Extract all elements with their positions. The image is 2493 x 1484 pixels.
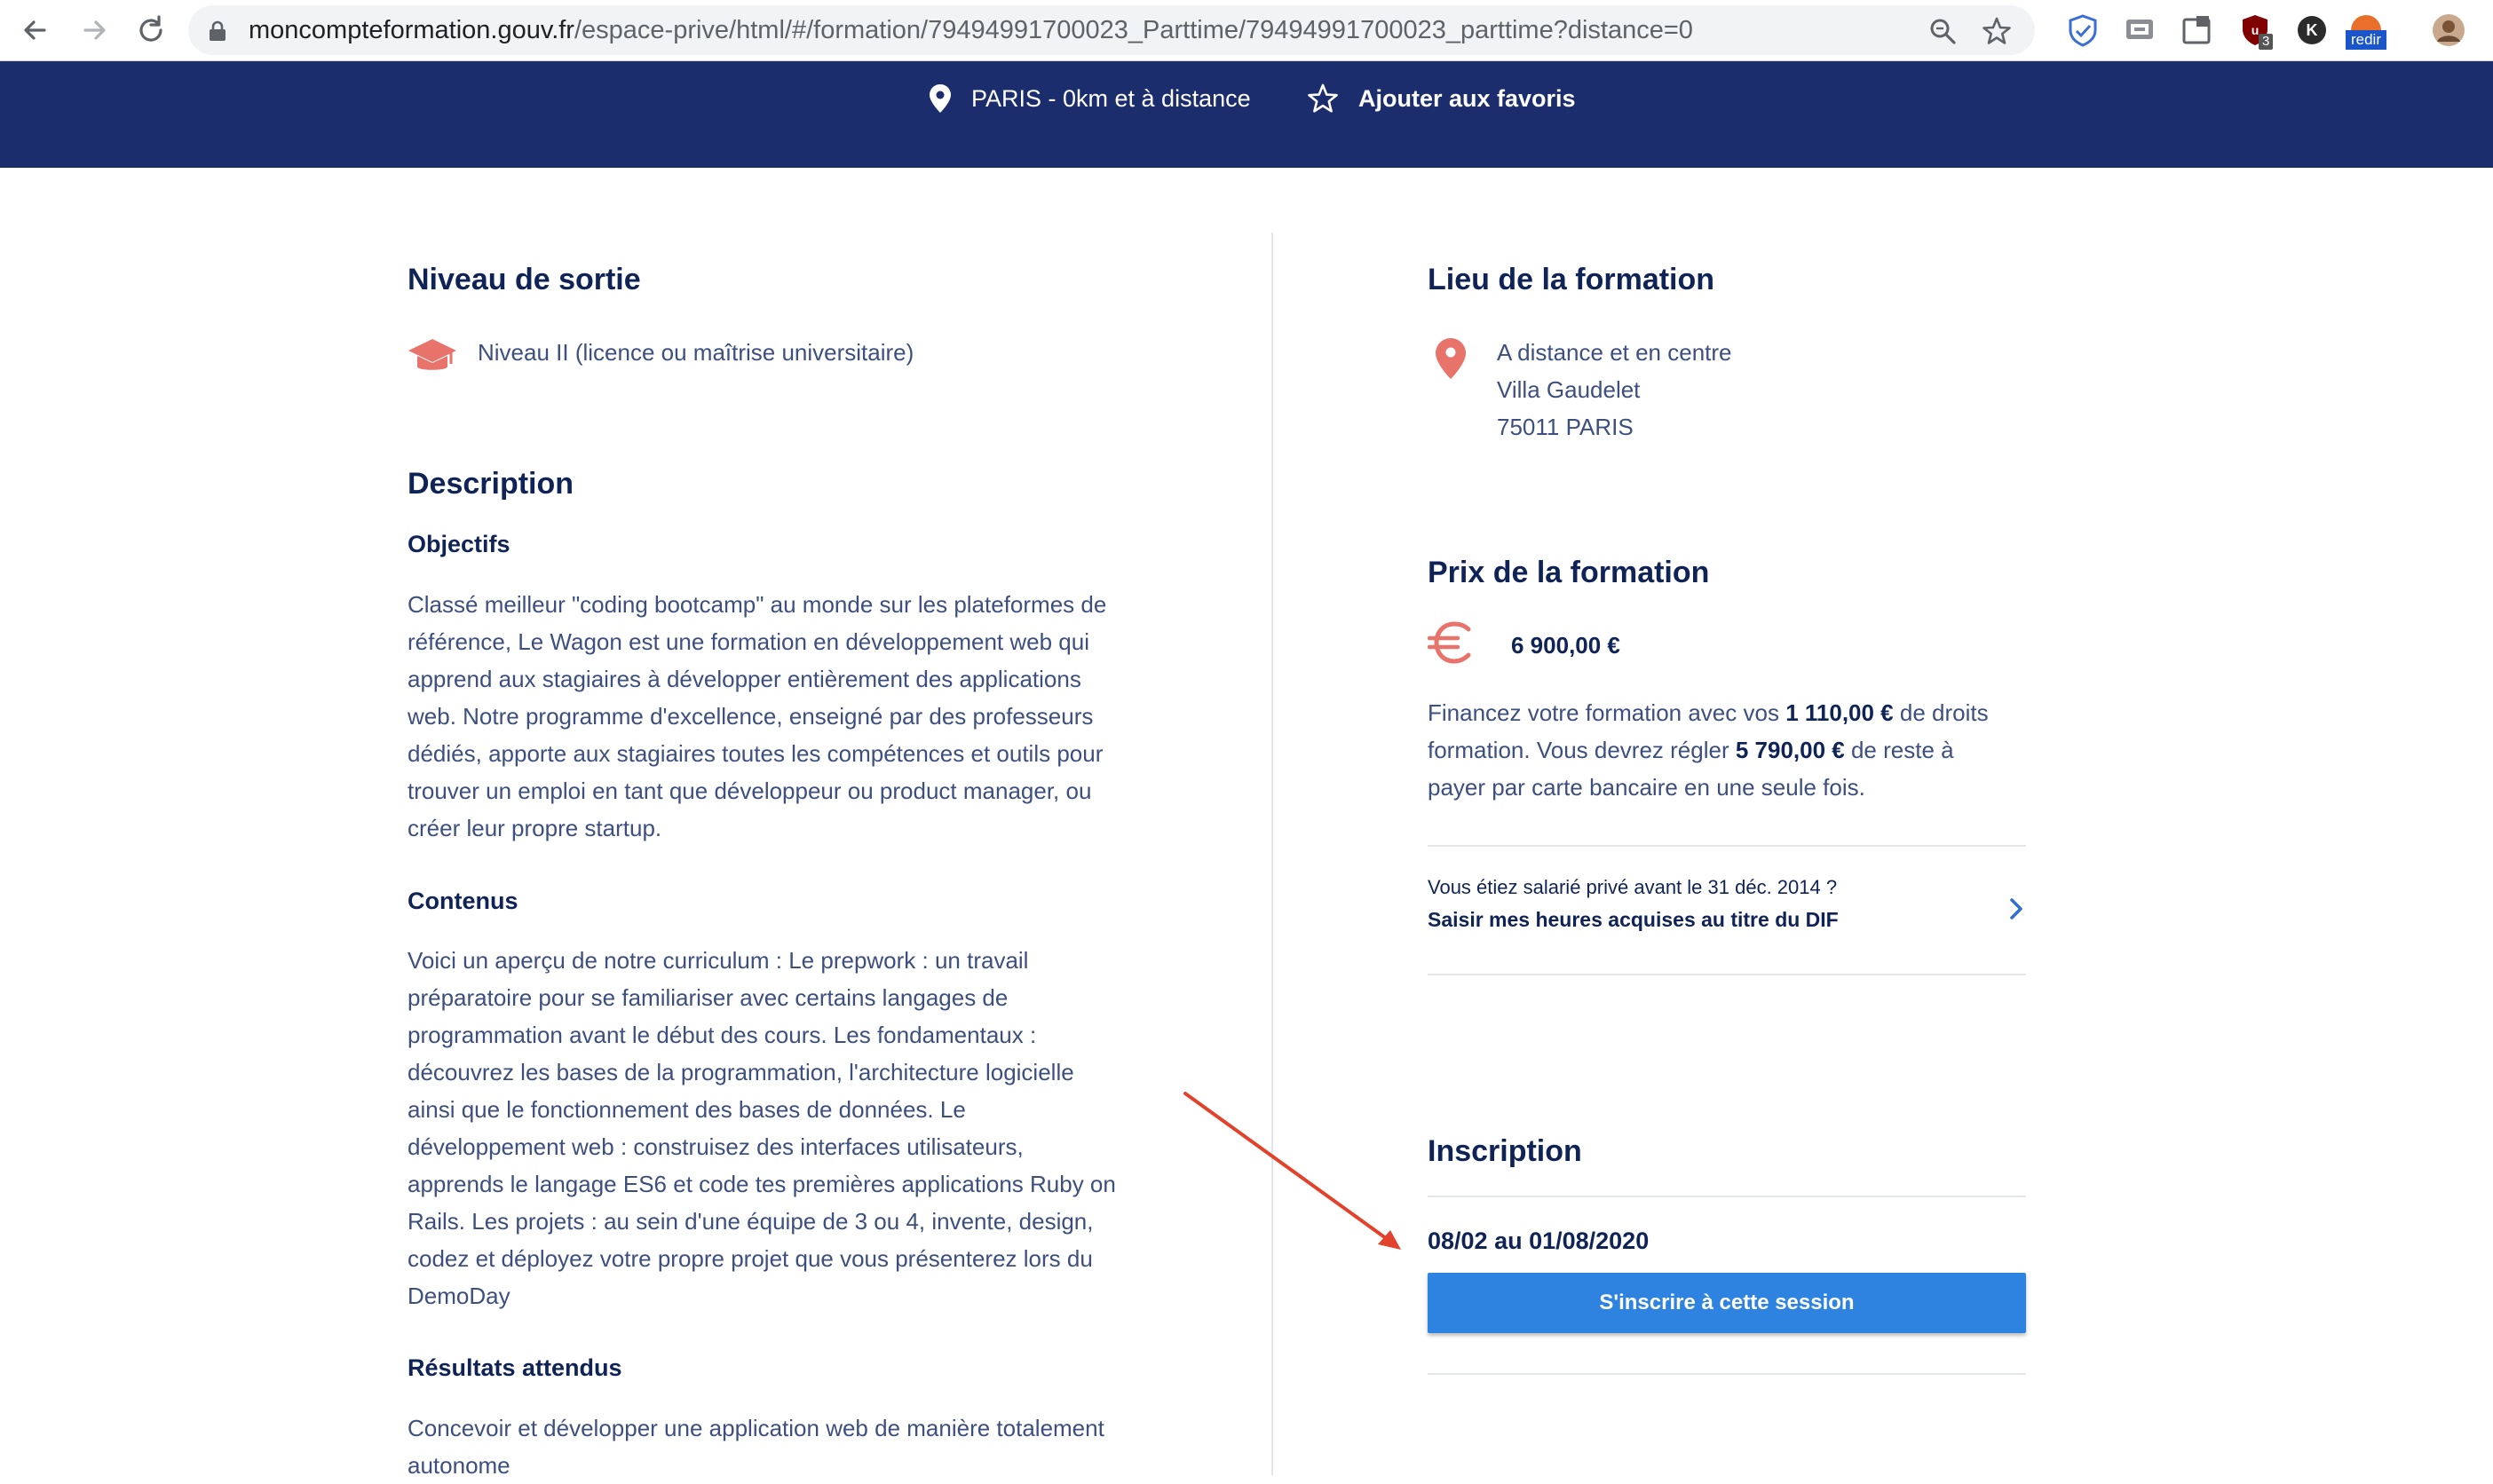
contenus-line: préparatoire pour se familiariser avec certains langages de <box>408 984 1009 1011</box>
location-filter[interactable] <box>929 61 1251 136</box>
reste-amount: 5 790,00 € <box>1735 737 1845 763</box>
prix-value: 6 900,00 € <box>1511 632 1620 659</box>
address-bar[interactable] <box>188 5 2035 55</box>
redir-label: redir <box>2346 30 2386 50</box>
financement-text <box>1428 694 2049 806</box>
graduation-cap-icon <box>408 337 457 376</box>
lieu-title: Lieu de la formation <box>1428 263 1715 296</box>
dif-link[interactable] <box>1428 865 2026 963</box>
forward-arrow-icon[interactable] <box>76 12 112 48</box>
reload-icon[interactable] <box>133 12 169 48</box>
objectifs-line: trouver un emploi en tant que développeur ou product manager, ou <box>408 778 1092 804</box>
niveau-title: Niveau de sortie <box>408 263 641 296</box>
resultats-line: Concevoir et développer une application web de manière totalement <box>408 1415 1104 1441</box>
resultats-line: autonome <box>408 1452 510 1479</box>
financement-text-c: de droits <box>1893 699 1989 726</box>
contenus-line: ainsi que le fonctionnement des bases de données. Le <box>408 1096 966 1123</box>
contenus-line: développement web : construisez des interfaces utilisateurs, <box>408 1133 1024 1160</box>
financement-text-a: formation. Vous devrez régler <box>1428 737 1736 763</box>
divider <box>1428 845 2026 847</box>
lieu-line: Villa Gaudelet <box>1497 376 1641 403</box>
resultats-title: Résultats attendus <box>408 1354 622 1381</box>
location-pin-icon <box>1435 337 1467 380</box>
back-arrow-icon[interactable] <box>18 12 53 48</box>
euro-icon <box>1428 621 1476 664</box>
tab-extension-icon[interactable] <box>2179 12 2214 48</box>
objectifs-line: apprend aux stagiaires à développer entièrement des applications <box>408 666 1081 692</box>
description-title: Description <box>408 467 574 501</box>
url-host: moncompteformation.gouv.fr <box>249 16 574 44</box>
prix-title: Prix de la formation <box>1428 556 1710 589</box>
chevron-right-icon <box>2006 896 2026 922</box>
register-session-button[interactable]: S'inscrire à cette session <box>1428 1273 2026 1333</box>
screen-extension-icon[interactable] <box>2122 12 2157 48</box>
objectifs-line: Classé meilleur "coding bootcamp" au monde sur les plateformes de <box>408 591 1107 618</box>
divider <box>1428 1196 2026 1197</box>
bookmark-star-icon[interactable] <box>1982 16 2012 46</box>
financement-line: payer par carte bancaire en une seule fois. <box>1428 774 1865 801</box>
browser-toolbar <box>0 0 2493 61</box>
niveau-value: Niveau II (licence ou maîtrise universitaire) <box>478 339 914 366</box>
objectifs-title: Objectifs <box>408 531 510 557</box>
zoom-icon[interactable] <box>1928 17 1957 45</box>
contenus-line: Rails. Les projets : au sein d'une équipe de 3 ou 4, invente, design, <box>408 1208 1094 1235</box>
lieu-line: A distance et en centre <box>1497 339 1732 366</box>
divider <box>1428 974 2026 975</box>
contenus-line: programmation avant le début des cours. Les fondamentaux : <box>408 1022 1037 1048</box>
add-favorite-button[interactable] <box>1307 61 1576 136</box>
url-text[interactable] <box>249 5 1693 55</box>
url-path: /espace-prive/html/#/formation/79494991700023_Parttime/79494991700023_parttime?distance=0 <box>574 16 1693 44</box>
lieu-address <box>1497 334 1732 446</box>
k-extension-icon[interactable] <box>2294 12 2330 48</box>
objectifs-line: référence, Le Wagon est une formation en développement web qui <box>408 628 1089 655</box>
profile-avatar-icon[interactable] <box>2431 12 2466 48</box>
contenus-text <box>408 942 1171 1314</box>
financement-line <box>1428 731 2049 769</box>
dif-question: Vous étiez salarié privé avant le 31 déc. 2014 ? <box>1428 876 1838 898</box>
lieu-line: 75011 PARIS <box>1497 414 1634 440</box>
financement-text-a: Financez votre formation avec vos <box>1428 699 1786 726</box>
redir-extension-icon[interactable] <box>2346 12 2386 48</box>
star-outline-icon <box>1307 83 1339 114</box>
financement-line <box>1428 694 2049 731</box>
contenus-line: apprends le langage ES6 et code tes premières applications Ruby on <box>408 1171 1116 1197</box>
k-extension-letter: K <box>2298 16 2326 44</box>
objectifs-line: web. Notre programme d'excellence, enseigné par des professeurs <box>408 703 1094 730</box>
inscription-title: Inscription <box>1428 1134 1582 1168</box>
svg-text:u: u <box>2251 23 2260 37</box>
contenus-line: Voici un aperçu de notre curriculum : Le prepwork : un travail <box>408 947 1029 974</box>
location-label: PARIS - 0km et à distance <box>971 84 1251 112</box>
annotation-arrow-icon <box>1172 1083 1412 1260</box>
objectifs-line: dédiés, apporte aux stagiaires toutes les compétences et outils pour <box>408 740 1104 767</box>
divider <box>1428 1373 2026 1375</box>
contenus-title: Contenus <box>408 888 518 914</box>
lock-icon <box>208 20 227 42</box>
session-dates: 08/02 au 01/08/2020 <box>1428 1227 1650 1254</box>
objectifs-text <box>408 586 1171 847</box>
site-header <box>0 61 2493 168</box>
location-pin-icon <box>929 83 952 114</box>
contenus-line: codez et déployez votre propre projet que vous présenterez lors du <box>408 1245 1093 1272</box>
column-divider <box>1271 233 1273 1475</box>
dif-action: Saisir mes heures acquises au titre du DIF <box>1428 908 1839 931</box>
droits-amount: 1 110,00 € <box>1785 699 1894 726</box>
favorite-label: Ajouter aux favoris <box>1358 84 1576 112</box>
financement-text-c: de reste à <box>1844 737 1954 763</box>
ublock-extension-icon[interactable] <box>2237 12 2273 48</box>
contenus-line: découvrez les bases de la programmation, l'architecture logicielle <box>408 1059 1074 1085</box>
resultats-text <box>408 1409 1171 1484</box>
objectifs-line: créer leur propre startup. <box>408 815 662 841</box>
shield-extension-icon[interactable] <box>2065 12 2101 48</box>
contenus-line: DemoDay <box>408 1283 510 1309</box>
ublock-badge: 3 <box>2259 34 2273 50</box>
